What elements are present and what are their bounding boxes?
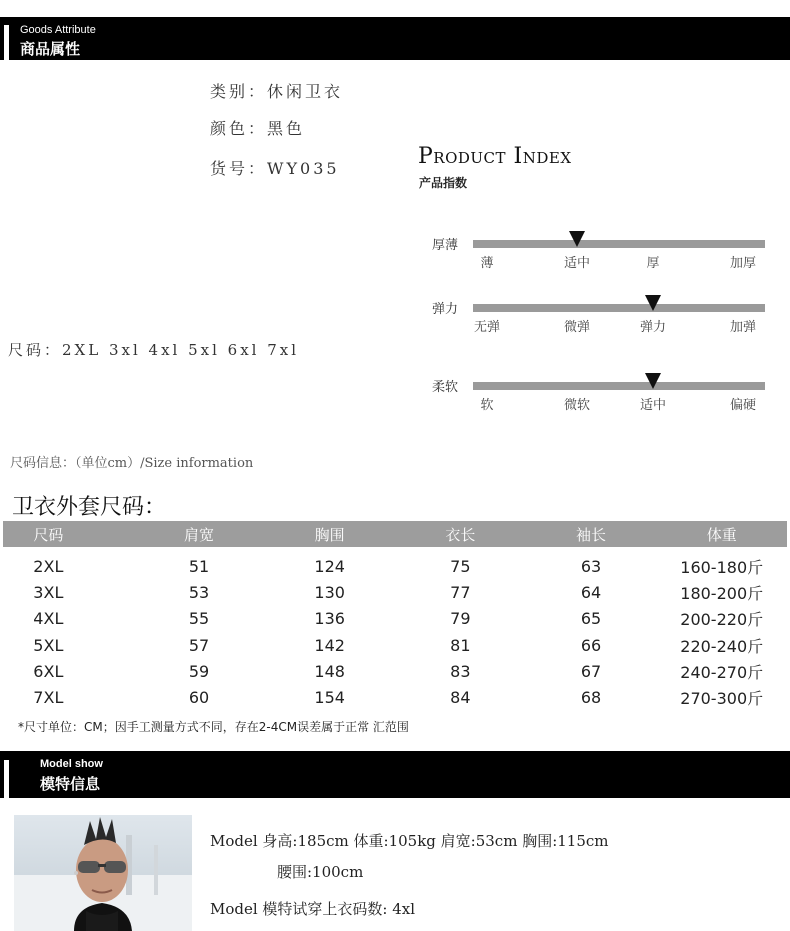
- table-cell: 154: [314, 688, 345, 708]
- size-table-title: 卫衣外套尺码：: [12, 495, 167, 520]
- table-cell: 79: [450, 609, 471, 629]
- banner-accent-bar: [4, 760, 9, 798]
- banner-title-en: Goods Attribute: [20, 24, 96, 36]
- table-cell: 53: [188, 582, 210, 602]
- size-information-caption: 尺码信息：（单位cm）/Size information: [10, 456, 254, 471]
- scale-track: [473, 240, 765, 248]
- table-cell: 4XL: [33, 609, 64, 629]
- size-table-header-cell: 尺码: [33, 525, 64, 544]
- table-cell: 51: [188, 556, 210, 576]
- scale-option: 微弹: [563, 320, 591, 335]
- table-cell: 3XL: [33, 582, 64, 602]
- table-cell: 65: [580, 609, 602, 629]
- size-table-header-cell: 袖长: [576, 525, 607, 544]
- available-sizes: 尺码：2XL 3xl 4xl 5xl 6xl 7xl: [8, 341, 300, 359]
- scale-option: 适中: [563, 256, 591, 271]
- size-table-header-cell: 衣长: [445, 525, 476, 544]
- scale-marker-icon: [569, 231, 585, 247]
- model-measurements: Model 身高:185cm 体重:105kg 肩宽:53cm 胸围:115cm: [210, 832, 609, 850]
- scale-option: 微软: [563, 398, 591, 413]
- scale-option: 无弹: [473, 320, 501, 335]
- table-cell: 180-200斤: [680, 583, 764, 603]
- table-cell: 136: [314, 609, 345, 629]
- table-cell: 66: [580, 635, 602, 655]
- scale-label: 柔软: [432, 380, 459, 395]
- table-cell: 200-220斤: [680, 610, 764, 630]
- product-index-subtitle: 产品指数: [419, 176, 468, 190]
- table-cell: 240-270斤: [680, 662, 764, 682]
- table-cell: 63: [580, 556, 602, 576]
- banner-title-cn: 商品属性: [20, 40, 81, 58]
- scale-track: [473, 304, 765, 312]
- banner-title-cn: 模特信息: [40, 775, 101, 793]
- table-cell: 64: [580, 582, 602, 602]
- measurement-note: *尺寸单位：CM；因手工测量方式不同，存在2-4CM误差属于正常 汇范围: [18, 720, 409, 734]
- table-cell: 67: [580, 661, 602, 681]
- scale-label: 厚薄: [432, 238, 459, 253]
- table-row: [3, 579, 787, 605]
- size-table-header: [3, 521, 787, 547]
- scale-option: 软: [480, 398, 494, 413]
- scale-label: 弹力: [432, 302, 459, 317]
- table-cell: 220-240斤: [680, 636, 764, 656]
- scale-option: 弹力: [639, 320, 667, 335]
- model-fit-size: Model 模特试穿上衣码数: 4xl: [210, 900, 416, 918]
- goods-attribute-banner: [0, 17, 790, 60]
- scale-option: 厚: [646, 256, 660, 271]
- table-cell: 148: [314, 661, 345, 681]
- model-waist: 腰围:100cm: [277, 863, 364, 881]
- attribute-item-no: 货号：WY035: [210, 159, 340, 178]
- table-cell: 83: [450, 661, 471, 681]
- table-cell: 124: [314, 556, 345, 576]
- scale-marker-icon: [645, 295, 661, 311]
- scale-option: 加弹: [729, 320, 757, 335]
- scale-option: 薄: [480, 256, 494, 271]
- table-cell: 68: [580, 688, 602, 708]
- size-table: [3, 521, 787, 711]
- table-cell: 59: [188, 661, 210, 681]
- table-cell: 55: [188, 609, 210, 629]
- banner-accent-bar: [4, 25, 9, 60]
- banner-title-en: Model show: [40, 758, 103, 770]
- table-cell: 75: [450, 556, 471, 576]
- table-cell: 84: [450, 688, 471, 708]
- model-show-banner: [0, 751, 790, 798]
- table-cell: 142: [314, 635, 345, 655]
- product-index-title: Product Index: [418, 144, 572, 169]
- table-cell: 6XL: [33, 661, 64, 681]
- index-scale: [0, 376, 790, 436]
- table-cell: 7XL: [33, 688, 64, 708]
- table-row: [3, 632, 787, 658]
- size-table-header-cell: 肩宽: [184, 525, 215, 544]
- table-cell: 130: [314, 582, 345, 602]
- attribute-color: 颜色：黑色: [210, 119, 306, 138]
- index-scale: [0, 298, 790, 358]
- scale-option: 偏硬: [729, 398, 757, 413]
- table-cell: 77: [450, 582, 471, 602]
- table-cell: 160-180斤: [680, 557, 764, 577]
- scale-marker-icon: [645, 373, 661, 389]
- table-row: [3, 606, 787, 632]
- index-scale: [0, 234, 790, 294]
- model-photo: [14, 815, 192, 931]
- table-cell: 270-300斤: [680, 689, 764, 709]
- table-row: [3, 684, 787, 710]
- table-cell: 5XL: [33, 635, 64, 655]
- scale-track: [473, 382, 765, 390]
- attribute-category: 类别：休闲卫衣: [210, 82, 344, 101]
- table-cell: 57: [188, 635, 210, 655]
- table-cell: 81: [450, 635, 471, 655]
- table-cell: 2XL: [33, 556, 64, 576]
- size-table-header-cell: 胸围: [314, 525, 345, 544]
- table-row: [3, 658, 787, 684]
- table-cell: 60: [188, 688, 210, 708]
- size-table-header-cell: 体重: [706, 525, 737, 544]
- scale-option: 加厚: [729, 256, 757, 271]
- table-row: [3, 553, 787, 579]
- scale-option: 适中: [639, 398, 667, 413]
